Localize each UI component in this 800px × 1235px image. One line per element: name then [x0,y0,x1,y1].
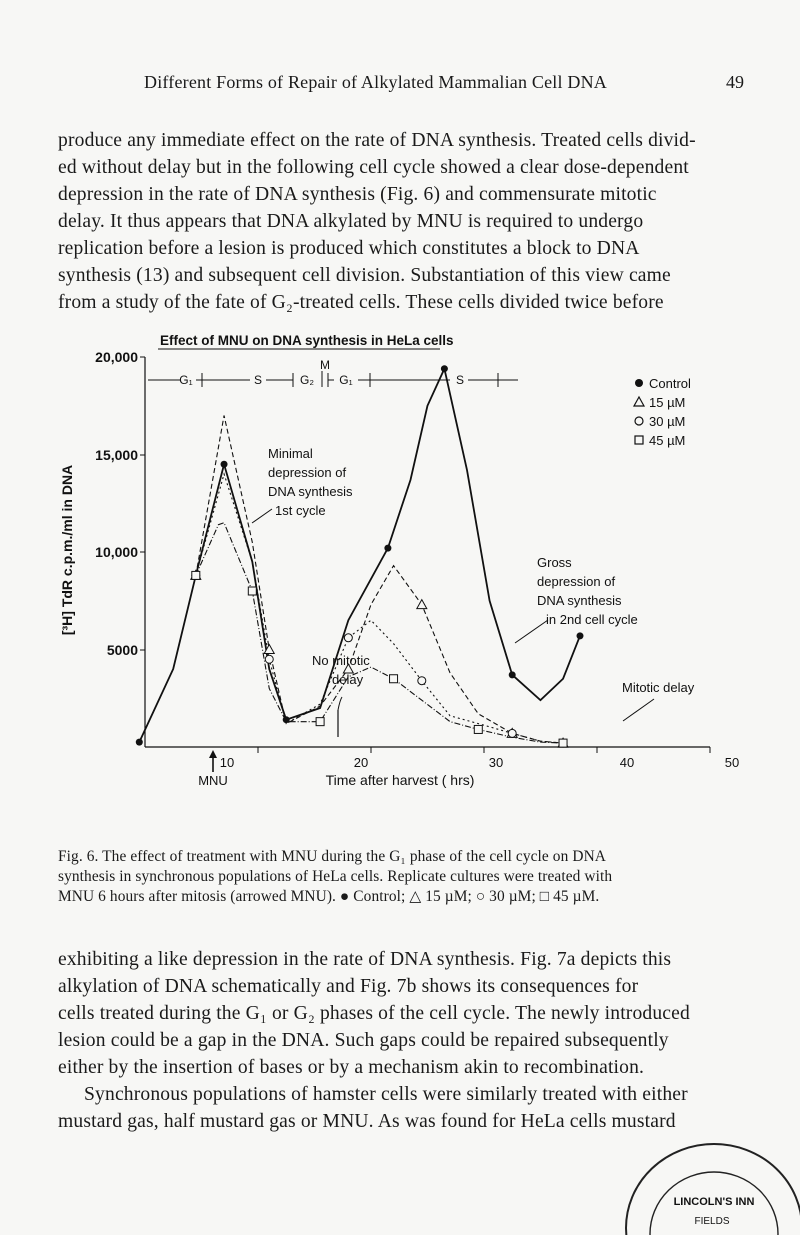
running-title: Different Forms of Repair of Alkylated Mammalian Cell DNA [144,72,607,92]
data-point-open-circle [344,634,352,642]
text-line: exhibiting a like depression in the rate of DNA synthesis. Fig. 7a depicts this [58,949,672,970]
annotation-text: Gross [537,555,572,570]
chart-plot-area [40,325,760,755]
y-axis-label: [³H] TdR c.p.m./ml in DNA [59,464,75,636]
text-line: alkylation of DNA schematically and Fig. 7b shows its consequences for [58,976,639,997]
annotation-text: depression of [268,465,347,480]
legend-label: 30 µM [649,414,686,429]
y-tick-label: 15,000 [95,447,138,463]
legend-label: 15 µM [649,395,686,410]
text-line: Synchronous populations of hamster cells were similarly treated with either [84,1084,688,1105]
stamp-text: FIELDS [694,1216,730,1227]
x-tick-label: 50 [724,755,740,770]
caption-line-1 [58,847,742,867]
figure-caption [58,847,742,907]
phase-label: S [253,373,263,387]
caption-text: The effect of treatment with MNU during the G₁ phase of the cell cycle on DNA [102,848,606,865]
text-line: lesion could be a gap in the DNA. Such gaps could be repaired subsequently [58,1030,669,1051]
data-point-filled-circle [509,671,516,678]
x-tick-label: 10 [219,755,235,770]
data-point-filled-circle [441,365,448,372]
y-tick-label: 20,000 [95,349,138,365]
text-line: produce any immediate effect on the rate of DNA synthesis. Treated cells divid- [58,130,696,151]
series-markers [136,365,584,747]
phase-label: G₁ [179,373,193,387]
cell-cycle-phase-bar [148,358,518,387]
body-paragraph-2 [58,946,740,1135]
figure-lower [40,750,760,790]
data-point-filled-circle [577,632,584,639]
text-line: ed without delay but in the following cell cycle showed a clear dose-dependent [58,157,689,178]
annotation-text: Mitotic delay [622,680,695,695]
annotation-text: DNA synthesis [537,593,622,608]
annotation-text: No mitotic [312,653,370,668]
body-paragraph-1 [58,127,740,316]
annotation-pointer-curve [338,697,342,710]
data-point-filled-circle [136,739,143,746]
page-header [0,72,800,96]
annotation-pointer [623,699,654,721]
legend-label: 45 µM [649,433,686,448]
series-line-2 [196,474,563,743]
annotation-text: DNA synthesis [268,484,353,499]
data-point-open-square [390,675,398,683]
data-point-open-square [559,739,567,747]
annotation-pointer [515,620,548,643]
mnu-label: MNU [198,773,228,788]
data-point-open-circle [265,655,273,663]
text-line: either by the insertion of bases or by a mechanism akin to recombination. [58,1057,645,1078]
data-point-open-square [192,571,200,579]
library-stamp [622,1130,800,1235]
text-line: from a study of the fate of G₂-treated cells. These cells divided twice before [58,292,664,313]
x-tick-label: 30 [488,755,504,770]
series-line-1 [196,416,563,744]
chart-title: Effect of MNU on DNA synthesis in HeLa cells [160,333,454,348]
phase-label: S [455,373,465,387]
legend-symbol-30um [635,417,643,425]
text-line: cells treated during the G₁ or G₂ phases of the cell cycle. The newly introduced [58,1003,690,1024]
text-line: synthesis (13) and subsequent cell division. Substantiation of this view came [58,265,671,286]
annotation-mitotic-delay [622,680,695,721]
legend-symbol-45um [635,436,643,444]
y-tick-label: 10,000 [95,544,138,560]
x-tick-label: 20 [353,755,369,770]
caption-label: Fig. 6. [58,848,99,865]
annotation-text: in 2nd cell cycle [546,612,638,627]
data-point-filled-circle [384,545,391,552]
data-point-filled-circle [283,716,290,723]
annotation-minimal [252,446,353,523]
legend-label: Control [649,376,691,391]
x-axis-label: Time after harvest ( hrs) [325,772,475,788]
legend [634,376,691,448]
phase-label: G₁ [339,373,353,387]
data-point-open-square [474,725,482,733]
annotation-text: 1st cycle [275,503,326,518]
text-line: depression in the rate of DNA synthesis (Fig. 6) and commensurate mitotic [58,184,657,205]
data-point-open-square [316,718,324,726]
data-point-open-square [248,587,256,595]
caption-line-3: MNU 6 hours after mitosis (arrowed MNU). ● Control; △ 15 µM; ○ 30 µM; □ 45 µM. [58,888,600,905]
x-tick-label: 40 [619,755,635,770]
caption-line-2: synthesis in synchronous populations of HeLa cells. Replicate cultures were treated with [58,868,613,885]
annotation-text: delay [332,672,364,687]
annotation-gross [515,555,638,643]
annotation-text: Minimal [268,446,313,461]
data-point-open-triangle [417,600,427,609]
annotation-pointer [252,509,272,523]
phase-label: M [320,358,330,372]
phase-label: G₂ [300,373,314,387]
stamp-text: LINCOLN'S INN [673,1196,755,1208]
text-line: delay. It thus appears that DNA alkylated by MNU is required to undergo [58,211,644,232]
legend-symbol-control [635,379,643,387]
y-tick-label: 5000 [106,642,138,658]
legend-symbol-15um [634,397,644,406]
text-line: replication before a lesion is produced which constitutes a block to DNA [58,238,640,259]
data-point-filled-circle [221,461,228,468]
page-number: 49 [726,72,744,92]
text-line: mustard gas, half mustard gas or MNU. As was found for HeLa cells mustard [58,1111,676,1132]
annotation-text: depression of [537,574,616,589]
data-point-open-circle [508,729,516,737]
data-point-open-circle [418,677,426,685]
